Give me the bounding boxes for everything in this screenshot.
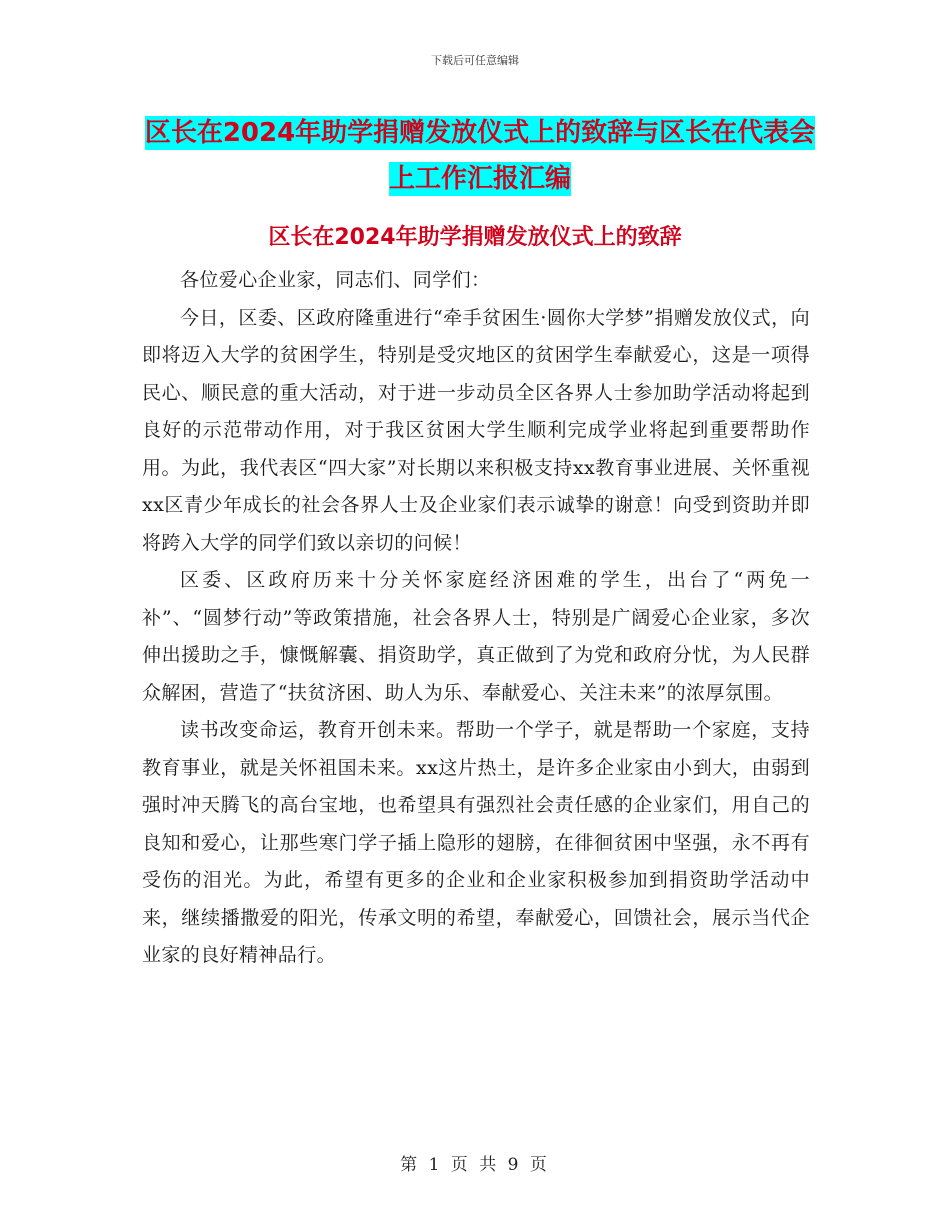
paragraph-3: 读书改变命运，教育开创未来。帮助一个学子，就是帮助一个家庭，支持教育事业，就是关怀祖国未来。xx这片热土，是许多企业家由小到大，由弱到强时冲天腾飞的高台宝地，也希望具有强烈社会责任感的企业家们，用自己的良知和爱心，让那些寒门学子插上隐形的翅膀，在徘徊贫困中坚强，永不再有受伤的泪光。为此，希望有更多的企业和企业家积极参加到捐资助学活动中来，继续播撒爱的阳光，传承文明的希望，奉献爱心，回馈社会，展示当代企业家的良好精神品行。 [142, 719, 810, 966]
document-main-title [140, 110, 820, 202]
paragraph-salutation: 各位爱心企业家，同志们、同学们： [180, 269, 491, 291]
paragraph-1: 今日，区委、区政府隆重进行“牵手贫困生·圆你大学梦”捐赠发放仪式，向即将迈入大学的贫困学生，特别是受灾地区的贫困学生奉献爱心，这是一项得民心、顺民意的重大活动，对于进一步动员全区各界人士参加助学活动将起到良好的示范带动作用，对于我区贫困大学生顺利完成学业将起到重要帮助作用。为此，我代表区“四大家”对长期以来积极支持xx教育事业进展、关怀重视xx区青少年成长的社会各界人士及企业家们表示诚挚的谢意！向受到资助并即将跨入大学的同学们致以亲切的问候！ [142, 306, 810, 554]
main-title-text: 区长在2024年助学捐赠发放仪式上的致辞与区长在代表会上工作汇报汇编 [144, 118, 816, 194]
document-body [142, 262, 810, 975]
section-title: 区长在2024年助学捐赠发放仪式上的致辞 [268, 225, 682, 250]
page-number-footer: 第 1 页 共 9 页 [400, 1155, 550, 1175]
header-note: 下载后可任意编辑 [431, 54, 519, 67]
paragraph-2: 区委、区政府历来十分关怀家庭经济困难的学生，出台了“两免一补”、“圆梦行动”等政策措施，社会各界人士，特别是广阔爱心企业家，多次伸出援助之手，慷慨解囊、捐资助学，真正做到了为党和政府分忧，为人民群众解困，营造了“扶贫济困、助人为乐、奉献爱心、关注未来”的浓厚氛围。 [142, 569, 810, 704]
